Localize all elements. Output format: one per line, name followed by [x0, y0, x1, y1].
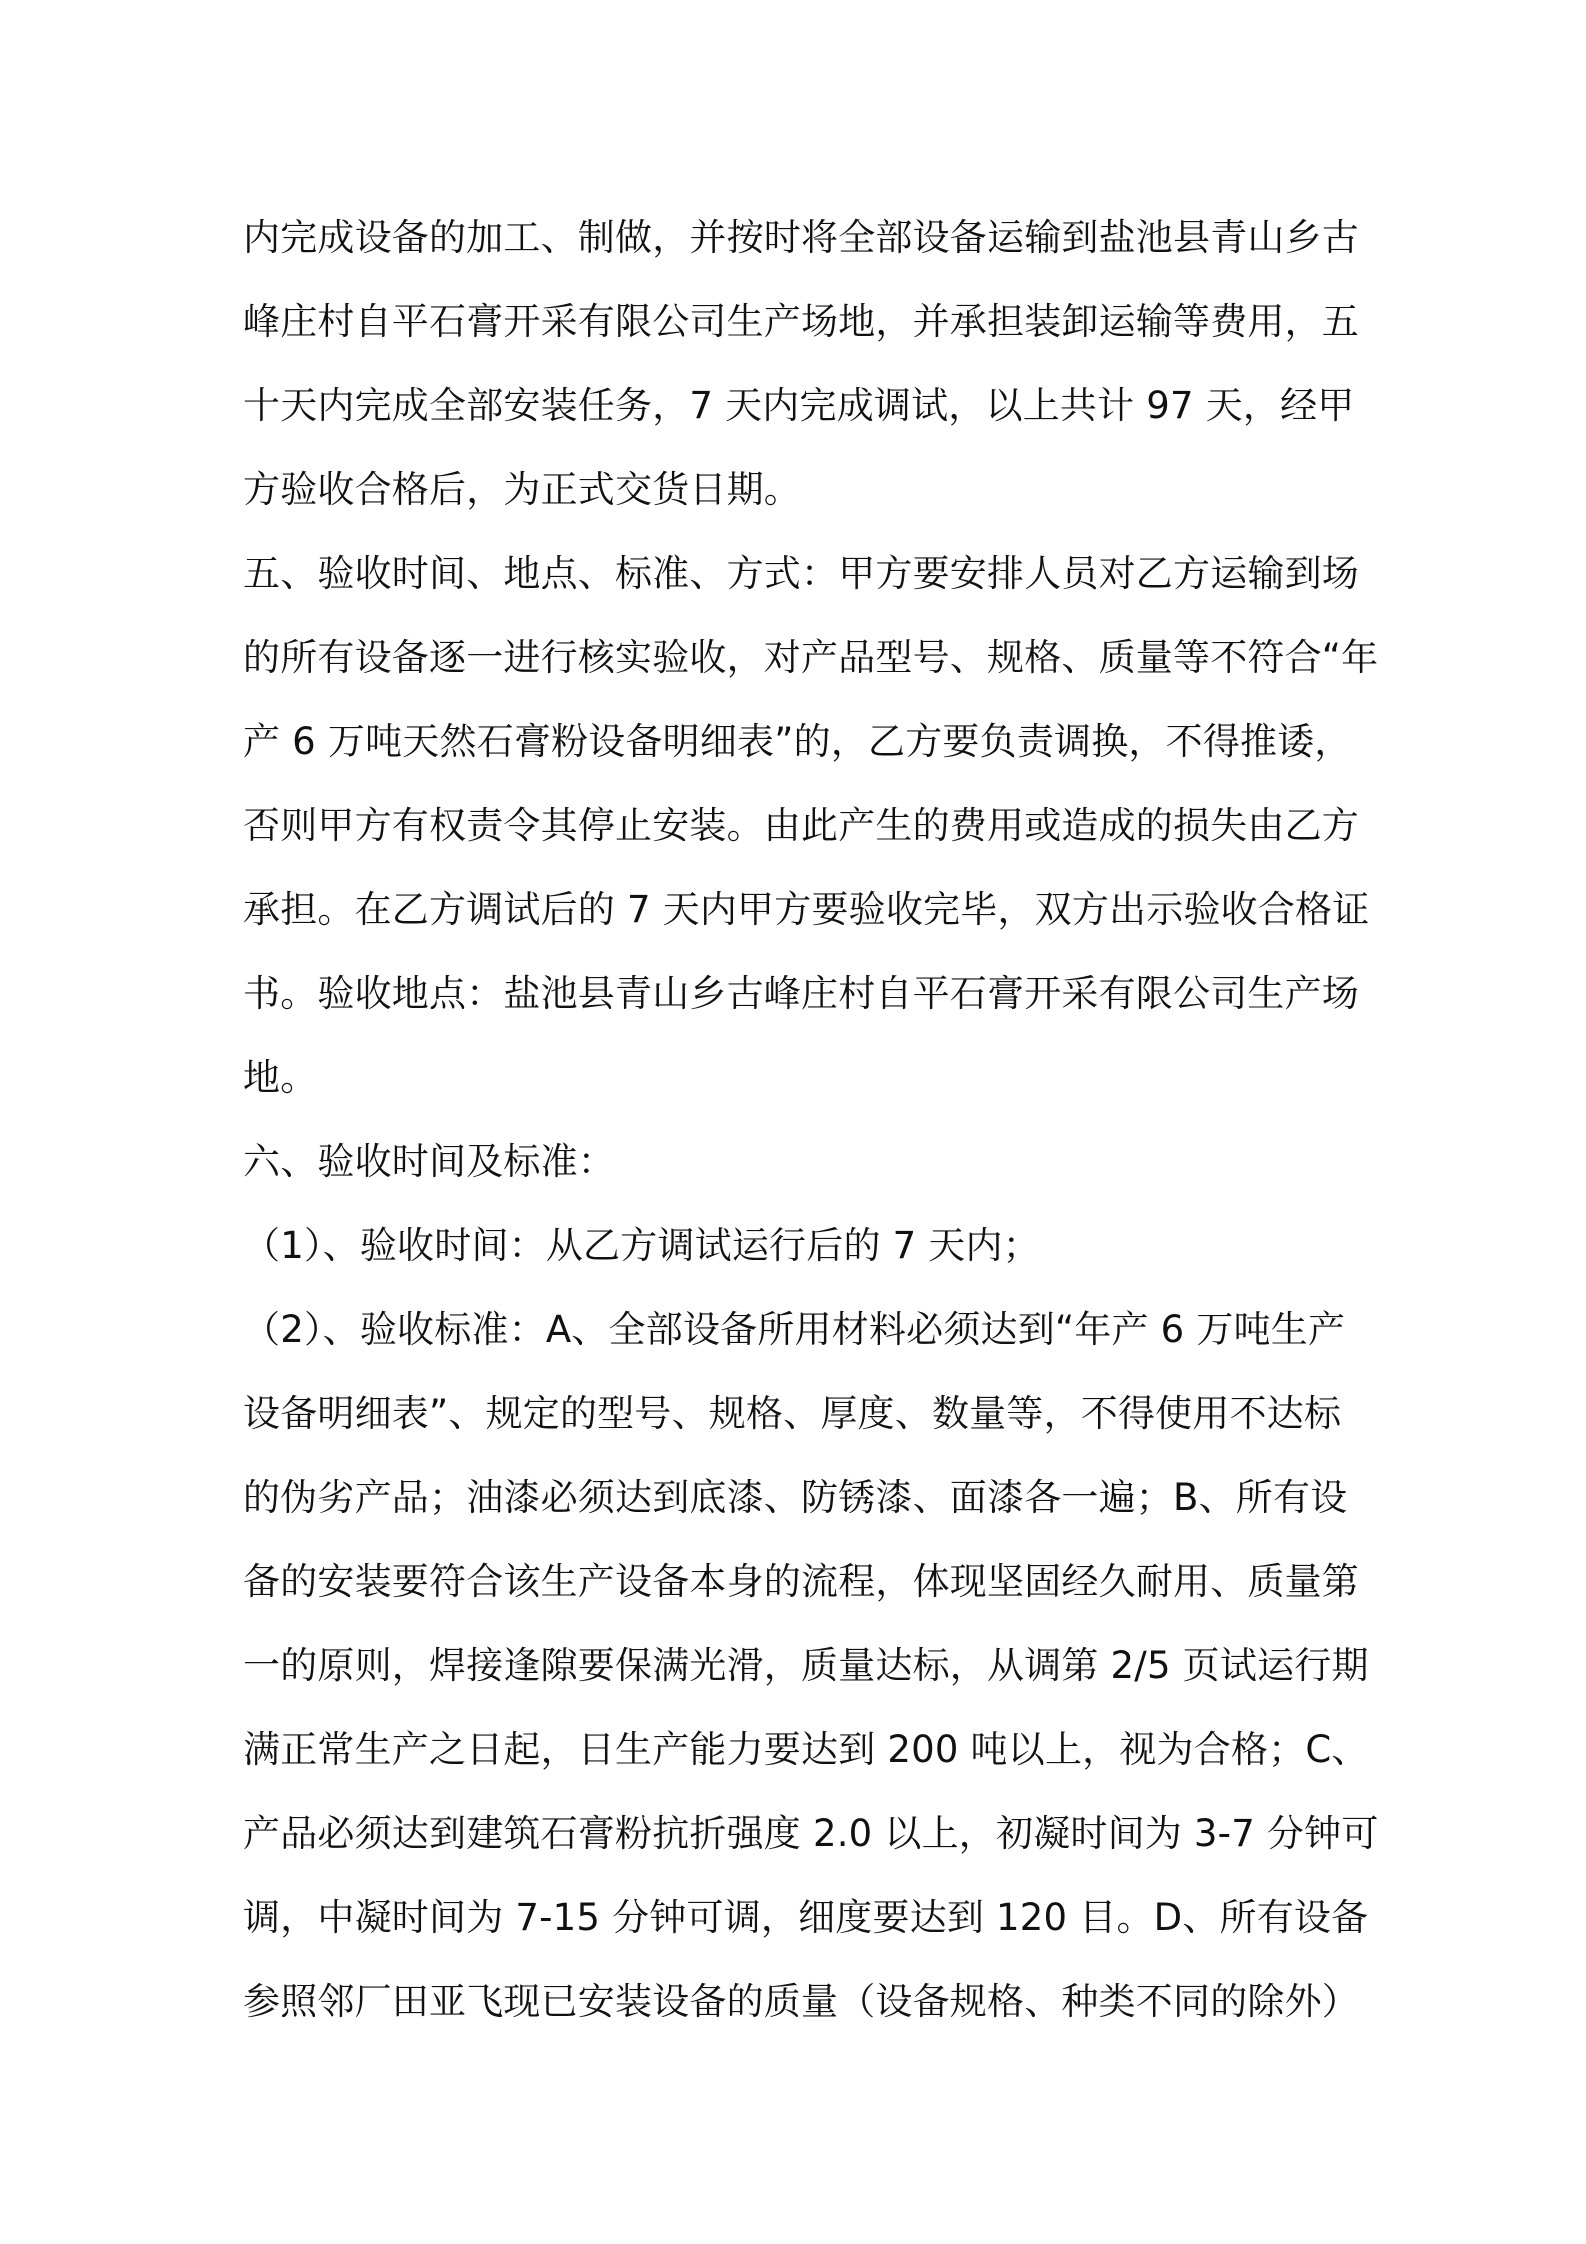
acceptance-standard-line: （2）、验收标准：A、全部设备所用材料必须达到“年产 6 万吨生产 — [243, 1308, 1346, 1351]
text-line: 书。验收地点：盐池县青山乡古峰庄村自平石膏开采有限公司生产场 — [243, 972, 1359, 1015]
text-line: 的伪劣产品；油漆必须达到底漆、防锈漆、面漆各一遍；B、所有设 — [243, 1476, 1348, 1519]
text-line: 产品必须达到建筑石膏粉抗折强度 2.0 以上，初凝时间为 3-7 分钟可 — [243, 1812, 1379, 1855]
text-line: 满正常生产之日起，日生产能力要达到 200 吨以上，视为合格；C、 — [243, 1728, 1369, 1771]
text-line: 方验收合格后，为正式交货日期。 — [243, 468, 801, 511]
text-line: 调，中凝时间为 7-15 分钟可调，细度要达到 120 目。D、所有设备 — [243, 1896, 1369, 1939]
text-line: 备的安装要符合该生产设备本身的流程，体现坚固经久耐用、质量第 — [243, 1560, 1359, 1603]
text-line: 内完成设备的加工、制做，并按时将全部设备运输到盐池县青山乡古 — [243, 216, 1359, 259]
text-line: 参照邻厂田亚飞现已安装设备的质量（设备规格、种类不同的除外） — [243, 1980, 1359, 2023]
text-line: 十天内完成全部安装任务，7 天内完成调试，以上共计 97 天，经甲 — [243, 384, 1355, 427]
section-five-heading-line: 五、验收时间、地点、标准、方式：甲方要安排人员对乙方运输到场 — [243, 552, 1359, 595]
text-line: 产 6 万吨天然石膏粉设备明细表”的，乙方要负责调换，不得推诿， — [243, 720, 1352, 763]
acceptance-time-line: （1）、验收时间：从乙方调试运行后的 7 天内； — [243, 1224, 1040, 1267]
text-line: 一的原则，焊接逢隙要保满光滑，质量达标，从调第 2/5 页试运行期 — [243, 1644, 1369, 1687]
text-line: 否则甲方有权责令其停止安装。由此产生的费用或造成的损失由乙方 — [243, 804, 1359, 847]
text-line: 的所有设备逐一进行核实验收，对产品型号、规格、质量等不符合“年 — [243, 636, 1379, 679]
text-line: 峰庄村自平石膏开采有限公司生产场地，并承担装卸运输等费用，五 — [243, 300, 1359, 343]
document-body — [243, 196, 1379, 2044]
text-line: 承担。在乙方调试后的 7 天内甲方要验收完毕，双方出示验收合格证 — [243, 888, 1370, 931]
section-six-heading: 六、验收时间及标准： — [243, 1140, 615, 1183]
text-line: 地。 — [243, 1056, 318, 1099]
text-line: 设备明细表”、规定的型号、规格、厚度、数量等，不得使用不达标 — [243, 1392, 1342, 1435]
